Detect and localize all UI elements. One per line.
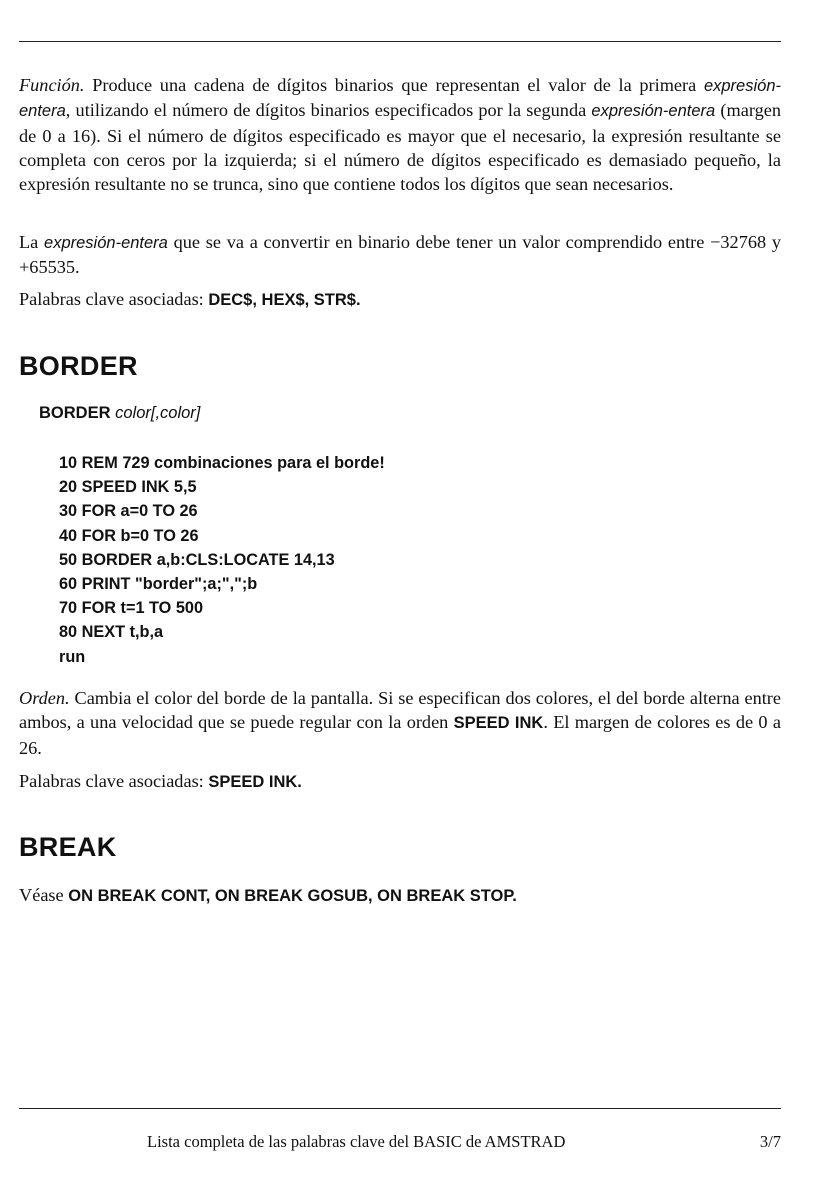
code-line: 80 NEXT t,b,a (59, 623, 164, 642)
funcion-term-1: expresión-entera (19, 77, 781, 121)
range-text-1: La (19, 232, 45, 252)
keywords-paragraph-2 (19, 769, 781, 794)
keywords-label-2: Palabras clave asociadas: (19, 771, 209, 791)
syntax-keyword: BORDER (39, 404, 111, 422)
break-see-label: Véase (19, 885, 69, 905)
break-see-value: ON BREAK CONT, ON BREAK GOSUB, ON BREAK STOP. (68, 887, 517, 905)
orden-paragraph (19, 686, 781, 760)
break-heading: BREAK (19, 832, 117, 862)
orden-text-2: . El margen de colores es de 0 a 26. (19, 712, 781, 758)
code-listing (59, 451, 385, 669)
break-see-paragraph (19, 883, 781, 908)
funcion-paragraph (19, 73, 781, 196)
orden-text-1: Cambia el color del borde de la pantalla. Si se especifican dos colores, el del borde alterna entre ambos, a una velocidad que se puede regular con la orden (19, 688, 781, 733)
orden-label: Orden. (19, 688, 70, 708)
code-line: 30 FOR a=0 TO 26 (59, 502, 198, 521)
code-line: run (59, 647, 86, 666)
range-term: expresión-entera (44, 234, 168, 252)
top-rule (19, 41, 781, 42)
code-line: 50 BORDER a,b:CLS:LOCATE 14,13 (59, 550, 335, 569)
orden-keyword: SPEED INK (453, 714, 544, 733)
syntax-args: color[,color] (110, 404, 201, 422)
funcion-term-2: expresión-entera (591, 102, 716, 121)
border-syntax (39, 401, 200, 425)
border-heading: BORDER (19, 351, 138, 381)
code-line: 60 PRINT "border";a;",";b (59, 575, 258, 594)
page-number: 3/7 (759, 1132, 781, 1151)
funcion-text-2: , utilizando el número de dígitos binarios especificados por la segunda (65, 100, 592, 121)
range-text-2: que se va a convertir en binario debe tener un valor comprendido entre −32768 y +65535. (19, 232, 781, 278)
page-footer (0, 1130, 831, 1154)
funcion-text-3: (margen de 0 a 16). Si el número de dígitos especificado es mayor que el necesario, la expresión resultante se completa con ceros por la izquierda; si el número de dígitos especificado es demasiado pequeño, la expresión resultante no se trunca, sino que contiene todos los dígitos que sean necesarios. (19, 100, 781, 195)
code-line: 20 SPEED INK 5,5 (59, 478, 197, 497)
keywords-value-1: DEC$, HEX$, STR$. (208, 291, 361, 309)
keywords-label-1: Palabras clave asociadas: (19, 289, 209, 309)
keywords-paragraph-1 (19, 287, 781, 312)
code-line: 70 FOR t=1 TO 500 (59, 599, 204, 618)
code-line: 40 FOR b=0 TO 26 (59, 526, 199, 545)
keywords-value-2: SPEED INK. (208, 773, 302, 791)
range-paragraph (19, 230, 781, 280)
bottom-rule (19, 1108, 781, 1109)
code-line: 10 REM 729 combinaciones para el borde! (59, 454, 385, 472)
funcion-label: Función. (19, 75, 85, 95)
funcion-text-1: Produce una cadena de dígitos binarios que representan el valor de la primera (84, 75, 704, 95)
footer-title: Lista completa de las palabras clave del BASIC de AMSTRAD (147, 1132, 566, 1151)
